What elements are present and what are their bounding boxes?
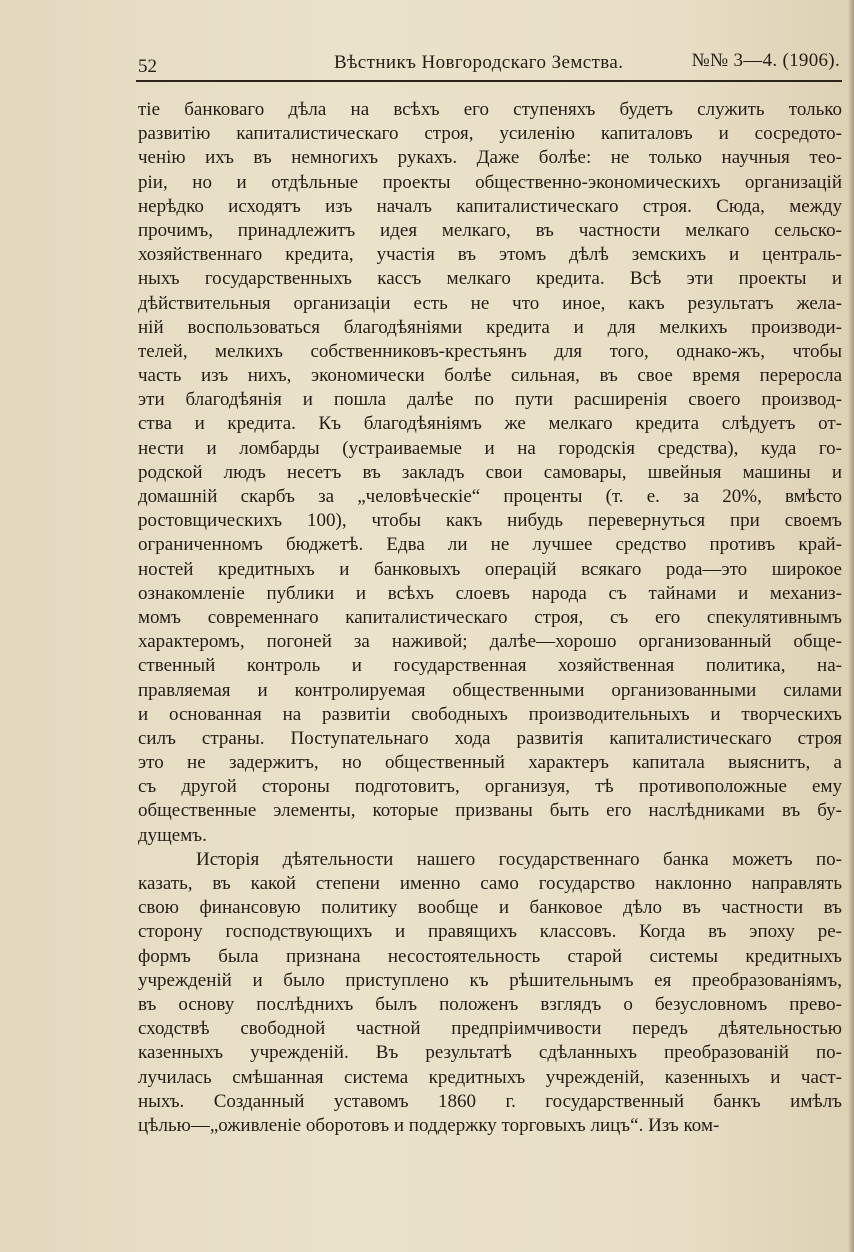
text-line: это не задержитъ, но общественный характеръ капитала выяснитъ, а [138,752,842,774]
text-line: ныхъ. Созданный уставомъ 1860 г. государственный банкъ имѣлъ [138,1090,842,1112]
text-line: характеромъ, погоней за наживой; далѣе—хорошо организованный обще- [138,631,842,653]
text-line: въ основу послѣднихъ былъ положенъ взглядъ о безусловномъ прево- [138,993,842,1015]
text-line: ріи, но и отдѣльные проекты общественно-экономическихъ организацій [138,171,842,193]
text-line: родской людъ несетъ въ закладъ свои самовары, швейныя машины и [138,461,842,483]
text-line: силъ страны. Поступательнаго хода развитія капиталистическаго строя [138,727,842,749]
text-line: учрежденій и было приступлено къ рѣшительнымъ ея преобразованіямъ, [138,969,842,991]
text-line: часть изъ нихъ, экономически болѣе сильная, въ свое время переросла [138,365,842,387]
text-line: ственный контроль и государственная хозяйственная политика, на- [138,655,842,677]
text-line: прочимъ, принадлежитъ идея мелкаго, въ частности мелкаго сельско- [138,219,842,241]
text-line: хозяйственнаго кредита, участія въ этомъ дѣлѣ земскихъ и централь- [138,244,842,266]
text-line: ознакомленіе публики и всѣхъ слоевъ народа съ тайнами и механиз- [138,582,842,604]
text-line: правляемая и контролируемая общественными организованными силами [138,679,842,701]
page-number: 52 [138,56,157,77]
text-line: ченію ихъ въ немногихъ рукахъ. Даже болѣе: не только научныя тео- [138,147,842,169]
text-line: ній воспользоваться благодѣяніями кредита и для мелкихъ производи- [138,316,842,338]
text-line: ностей кредитныхъ и банковыхъ операцій всякаго рода—это широкое [138,558,842,580]
text-line: нести и ломбарды (устраиваемые и на городскія средства), куда го- [138,437,842,459]
running-header [138,50,840,80]
header-rule [136,80,842,82]
text-line: домашній скарбъ за „человѣческіе“ проценты (т. е. за 20%, вмѣсто [138,486,842,507]
paragraph [138,98,842,848]
text-line: ограниченномъ бюджетѣ. Едва ли не лучшее средство противъ край- [138,534,842,556]
page-spine-shadow [848,0,854,1252]
paragraph [138,848,842,1138]
text-line: ныхъ государственныхъ кассъ мелкаго кредита. Всѣ эти проекты и [138,268,842,290]
text-line: лучилась смѣшанная система кредитныхъ учрежденій, казенныхъ и част- [138,1066,842,1088]
text-line: эти благодѣянія и пошла далѣе по пути расширенія своего производ- [138,389,842,411]
text-line: свою финансовую политику вообще и банковое дѣло въ частности въ [138,897,842,919]
body-text [138,98,842,1138]
text-line: съ другой стороны подготовитъ, организуя, тѣ противоположные ему [138,776,842,798]
text-line: телей, мелкихъ собственниковъ-крестьянъ для того, однако-жъ, чтобы [138,340,842,362]
text-line: тіе банковаго дѣла на всѣхъ его ступеняхъ будетъ служить только [138,99,842,120]
text-line: Исторія дѣятельности нашего государственнаго банка можетъ по- [196,848,842,870]
text-line: казать, въ какой степени именно само государство наклонно направлять [138,873,842,894]
text-line: ростовщическихъ 100), чтобы какъ нибудь перевернуться при своемъ [138,510,842,532]
text-line: цѣлью—„оживленіе оборотовъ и поддержку торговыхъ лицъ“. Изъ ком- [138,1114,720,1136]
text-line: общественные элементы, которые призваны быть его наслѣдниками въ бу- [138,800,842,822]
text-line: и основанная на развитіи свободныхъ производительныхъ и творческихъ [138,703,842,725]
text-line: дѣйствительныя организаціи есть не что иное, какъ результатъ жела- [138,292,842,314]
text-line: казенныхъ учрежденій. Въ результатѣ сдѣланныхъ преобразованій по- [138,1042,842,1064]
text-line: дущемъ. [138,824,207,846]
text-line: сходствѣ свободной частной предпріимчивости передъ дѣятельностью [138,1018,842,1040]
text-line: формъ была признана несостоятельность старой системы кредитныхъ [138,945,842,967]
text-line: нерѣдко исходятъ изъ началъ капиталистическаго строя. Сюда, между [138,195,842,217]
issue-number: №№ 3—4. (1906). [691,50,840,71]
text-line: ства и кредита. Къ благодѣяніямъ же мелкаго кредита слѣдуетъ от- [138,413,842,435]
text-line: момъ современнаго капиталистическаго строя, съ его спекулятивнымъ [138,606,842,628]
journal-title: Вѣстникъ Новгородскаго Земства. [334,52,624,73]
text-line: сторону господствующихъ и правящихъ классовъ. Когда въ эпоху ре- [138,921,842,943]
text-line: развитію капиталистическаго строя, усиленію капиталовъ и сосредото- [138,123,842,145]
